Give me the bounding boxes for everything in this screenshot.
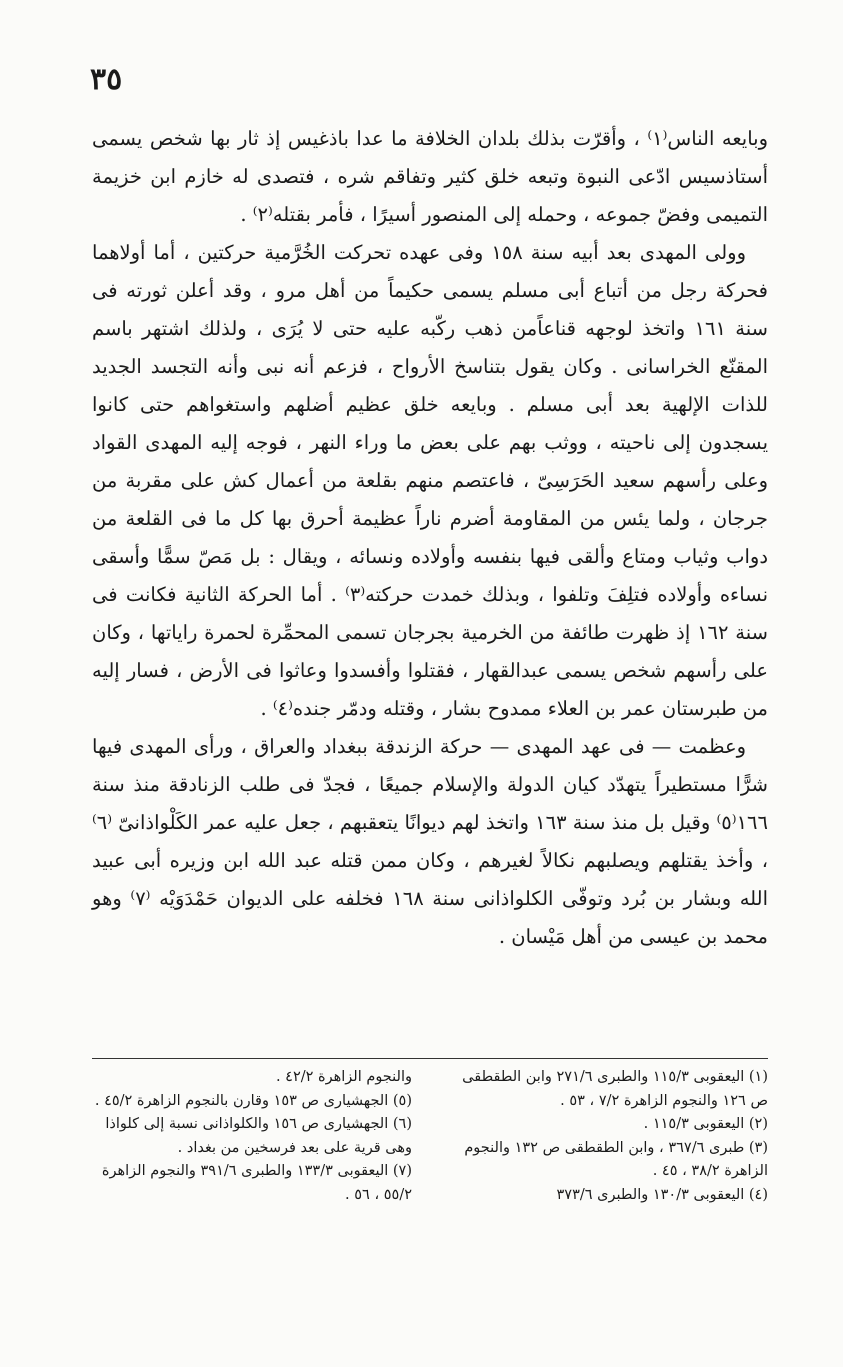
paragraph: وولى المهدى بعد أبيه سنة ١٥٨ وفى عهده تحركت الخُرَّمية حركتين ، أما أولاهما فحركة رجل من أتباع أبى مسلم يسمى حكيماً من أهل مرو ، وقد أعلن ثورته فى سنة ١٦١ واتخذ لوجهه قناعاًمن ذهب ركّبه عليه حتى لا يُرَى ، ولذلك اشتهر باسم المقنّع الخراسانى . وكان يقول بتناسخ الأرواح ، فزعم أنه نبى وأنه التجسد الجديد للذات الإلهية بعد أبى مسلم . وبايعه خلق عظيم أضلهم واستغواهم حتى كانوا يسجدون إلى ناحيته ، ووثب بهم على بعض ما وراء النهر ، فوجه إليه المهدى القواد وعلى رأسهم سعيد الحَرَسِىّ ، فاعتصم منهم بقلعة من أعمال كش على مقربة من جرجان ، ولما يئس من المقاومة أضرم ناراً عظيمة أحرق بها كل ما فى القلعة من دواب وثياب ومتاع وألقى فيها بنفسه وأولاده ونسائه ، ويقال : بل مَصّ سمًّا وأسقى نساءه وأولاده فتلِفَ وتلفوا ، وبذلك خمدت حركته⁽٣⁾ . أما الحركة الثانية فكانت فى سنة ١٦٢ إذ ظهرت طائفة من الخرمية بجرجان تسمى المحمِّرة لحمرة راياتها ، وكان على رأسهم شخص يسمى عبدالقهار ، فقتلوا وأفسدوا وعاثوا فى الأرض ، فسار إليه من طبرستان عمر بن العلاء ممدوح بشار ، وقتله ودمّر جنده⁽٤⁾ . xyxy=(92,241,768,720)
footnote: والنجوم الزاهرة ٤٢/٢ . xyxy=(275,1069,412,1085)
footnote: (٢) اليعقوبى ١١٥/٣ . xyxy=(643,1116,768,1132)
footnote: (٣) طبرى ٣٦٧/٦ ، وابن الطقطقى ص ١٣٢ والنجوم الزاهرة ٣٨/٢ ، ٤٥ . xyxy=(464,1139,768,1179)
footnote: (٤) اليعقوبى ١٣٠/٣ والطبرى ٣٧٣/٦ xyxy=(556,1186,768,1203)
footnote: (٥) الجهشيارى ص ١٥٣ وقارن بالنجوم الزاهرة ٤٥/٢ . xyxy=(94,1092,412,1109)
paragraph: وعظمت — فى عهد المهدى — حركة الزندقة ببغداد والعراق ، ورأى المهدى فيها شرًّا مستطيراً يتهدّد كيان الدولة والإسلام جميعًا ، فجدّ فى طلب الزنادقة منذ سنة ١٦٦⁽٥⁾ وقيل بل منذ سنة ١٦٣ واتخذ لهم ديوانًا يتعقبهم ، جعل عليه عمر الكَلْواذانىّ ⁽٦⁾ ، وأخذ يقتلهم ويصلبهم نكالاً لغيرهم ، وكان ممن قتله عبد الله ابن وزيره أبى عبيد الله وبشار بن بُرد وتوفّى الكلواذانى سنة ١٦٨ فخلفه على الديوان حَمْدَوَيْه ⁽٧⁾ وهو محمد بن عيسى من أهل مَيْسان . xyxy=(92,735,768,948)
footnote: (٦) الجهشيارى ص ١٥٦ والكلواذانى نسبة إلى كلواذا وهى قرية على بعد فرسخين من بغداد . xyxy=(105,1116,412,1156)
footnotes-right-column xyxy=(448,1066,768,1207)
footnote: (٧) اليعقوبى ١٣٣/٣ والطبرى ٣٩١/٦ والنجوم الزاهرة ٥٥/٢ ، ٥٦ . xyxy=(101,1163,412,1203)
footnotes xyxy=(92,1066,768,1207)
page-number: ٣٥ xyxy=(90,62,123,97)
footnote: (١) اليعقوبى ١١٥/٣ والطبرى ٢٧١/٦ وابن الطقطقى ص ١٢٦ والنجوم الزاهرة ٧/٢ ، ٥٣ . xyxy=(462,1069,768,1109)
footnotes-left-column xyxy=(92,1066,412,1207)
paragraph: وبايعه الناس⁽١⁾ ، وأقرّت بذلك بلدان الخلافة ما عدا باذغيس إذ ثار بها شخص يسمى أستاذسيس ادّعى النبوة وتبعه خلق كثير وتفاقم شره ، فتصدى له خازم ابن خزيمة التميمى وفضّ جموعه ، وحمله إلى المنصور أسيرًا ، فأمر بقتله⁽٢⁾ . xyxy=(92,127,768,226)
footnote-divider xyxy=(92,1058,768,1059)
main-text xyxy=(92,120,768,956)
